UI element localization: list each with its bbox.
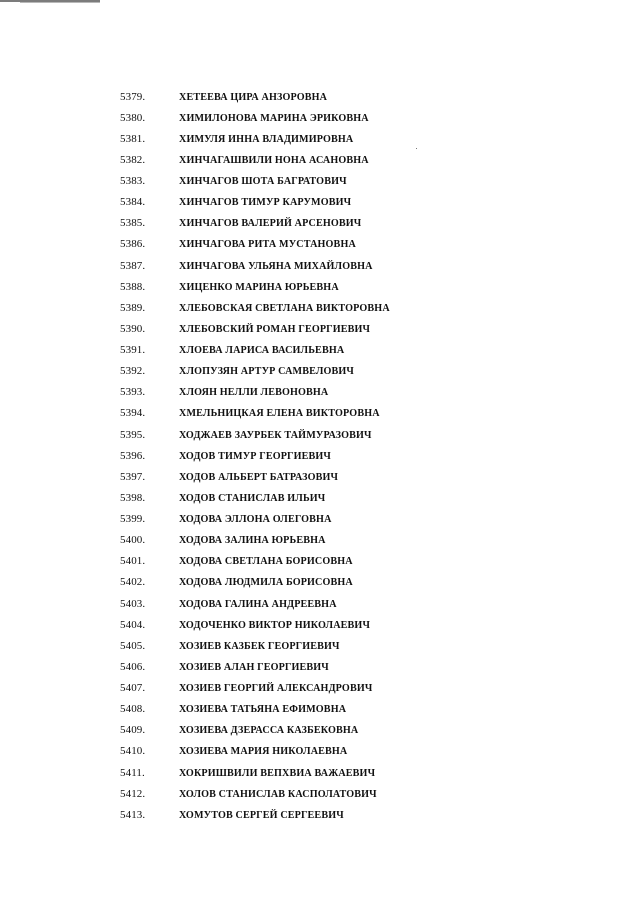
entry-number: 5389. xyxy=(120,301,146,314)
entry-number: 5400. xyxy=(120,534,146,547)
entry-name: ХЛЕБОВСКАЯ СВЕТЛАНА ВИКТОРОВНА xyxy=(179,301,390,314)
list-item xyxy=(120,361,580,382)
list-item xyxy=(120,804,580,825)
list-item xyxy=(120,340,580,361)
entry-name: ХОЗИЕВА ДЗЕРАССА КАЗБЕКОВНА xyxy=(179,724,359,737)
entry-number: 5404. xyxy=(120,618,146,631)
list-item xyxy=(120,213,580,234)
entry-name: ХОДОВ СТАНИСЛАВ ИЛЬИЧ xyxy=(179,491,326,504)
entry-name: ХИНЧАГОВ ТИМУР КАРУМОВИЧ xyxy=(179,196,352,209)
entry-number: 5396. xyxy=(120,449,146,462)
list-item xyxy=(120,614,580,635)
entry-number: 5381. xyxy=(120,132,146,145)
list-item xyxy=(120,192,580,213)
entry-name: ХОЗИЕВ КАЗБЕК ГЕОРГИЕВИЧ xyxy=(179,639,340,652)
list-item xyxy=(120,445,580,466)
list-item xyxy=(120,255,580,276)
entry-name: ХЛЕБОВСКИЙ РОМАН ГЕОРГИЕВИЧ xyxy=(179,322,371,335)
list-item xyxy=(120,171,580,192)
list-item xyxy=(120,149,580,170)
entry-number: 5382. xyxy=(120,153,146,166)
list-item xyxy=(120,509,580,530)
name-list xyxy=(120,86,580,825)
list-item xyxy=(120,656,580,677)
entry-name: ХОДОВА ЗАЛИНА ЮРЬЕВНА xyxy=(179,534,326,547)
entry-name: ХЛОПУЗЯН АРТУР САМВЕЛОВИЧ xyxy=(179,365,355,378)
list-item xyxy=(120,276,580,297)
list-item xyxy=(120,107,580,128)
list-item xyxy=(120,86,580,107)
entry-name: ХИМУЛЯ ИННА ВЛАДИМИРОВНА xyxy=(179,132,354,145)
entry-name: ХОДОВ ТИМУР ГЕОРГИЕВИЧ xyxy=(179,449,331,462)
list-item xyxy=(120,551,580,572)
entry-number: 5393. xyxy=(120,386,146,399)
entry-number: 5401. xyxy=(120,555,146,568)
entry-name: ХЕТЕЕВА ЦИРА АНЗОРОВНА xyxy=(179,90,328,103)
entry-name: ХЛОЯН НЕЛЛИ ЛЕВОНОВНА xyxy=(179,386,329,399)
entry-name: ХОДОВА ГАЛИНА АНДРЕЕВНА xyxy=(179,597,337,610)
entry-number: 5395. xyxy=(120,428,146,441)
list-item xyxy=(120,318,580,339)
entry-name: ХИНЧАГОВ ШОТА БАГРАТОВИЧ xyxy=(179,175,347,188)
list-item xyxy=(120,234,580,255)
entry-number: 5407. xyxy=(120,682,146,695)
list-item xyxy=(120,635,580,656)
entry-number: 5383. xyxy=(120,175,146,188)
list-item xyxy=(120,424,580,445)
entry-name: ХИНЧАГОВА РИТА МУСТАНОВНА xyxy=(179,238,356,251)
entry-number: 5402. xyxy=(120,576,146,589)
entry-name: ХИЦЕНКО МАРИНА ЮРЬЕВНА xyxy=(179,280,339,293)
entry-number: 5398. xyxy=(120,491,146,504)
entry-number: 5385. xyxy=(120,217,146,230)
entry-name: ХОДОЧЕНКО ВИКТОР НИКОЛАЕВИЧ xyxy=(179,618,371,631)
entry-name: ХИНЧАГАШВИЛИ НОНА АСАНОВНА xyxy=(179,153,369,166)
entry-name: ХМЕЛЬНИЦКАЯ ЕЛЕНА ВИКТОРОВНА xyxy=(179,407,380,420)
entry-number: 5380. xyxy=(120,111,146,124)
entry-number: 5403. xyxy=(120,597,146,610)
entry-number: 5411. xyxy=(120,766,145,779)
list-item xyxy=(120,382,580,403)
entry-number: 5386. xyxy=(120,238,146,251)
list-item xyxy=(120,678,580,699)
entry-number: 5413. xyxy=(120,808,146,821)
entry-number: 5410. xyxy=(120,745,146,758)
entry-name: ХИМИЛОНОВА МАРИНА ЭРИКОВНА xyxy=(179,111,369,124)
list-item xyxy=(120,741,580,762)
list-item xyxy=(120,593,580,614)
entry-number: 5392. xyxy=(120,365,146,378)
list-item xyxy=(120,466,580,487)
list-item xyxy=(120,762,580,783)
entry-name: ХОДОВА ЭЛЛОНА ОЛЕГОВНА xyxy=(179,513,332,526)
entry-name: ХОДОВА СВЕТЛАНА БОРИСОВНА xyxy=(179,555,353,568)
list-item xyxy=(120,403,580,424)
list-item xyxy=(120,720,580,741)
entry-number: 5409. xyxy=(120,724,146,737)
entry-name: ХИНЧАГОВА УЛЬЯНА МИХАЙЛОВНА xyxy=(179,259,373,272)
entry-number: 5387. xyxy=(120,259,146,272)
entry-name: ХОДОВА ЛЮДМИЛА БОРИСОВНА xyxy=(179,576,353,589)
entry-number: 5384. xyxy=(120,196,146,209)
entry-name: ХОЗИЕВА ТАТЬЯНА ЕФИМОВНА xyxy=(179,703,347,716)
entry-name: ХОЗИЕВА МАРИЯ НИКОЛАЕВНА xyxy=(179,745,348,758)
list-item xyxy=(120,572,580,593)
entry-name: ХОЗИЕВ ГЕОРГИЙ АЛЕКСАНДРОВИЧ xyxy=(179,682,373,695)
entry-number: 5388. xyxy=(120,280,146,293)
entry-name: ХОКРИШВИЛИ ВЕПХВИА ВАЖАЕВИЧ xyxy=(179,766,376,779)
entry-number: 5412. xyxy=(120,787,146,800)
entry-number: 5397. xyxy=(120,470,146,483)
list-item xyxy=(120,783,580,804)
scan-artifact-line xyxy=(0,0,100,6)
entry-number: 5399. xyxy=(120,513,146,526)
scan-artifact-line xyxy=(20,2,100,3)
entry-number: 5408. xyxy=(120,703,146,716)
entry-number: 5405. xyxy=(120,639,146,652)
entry-name: ХОДОВ АЛЬБЕРТ БАТРАЗОВИЧ xyxy=(179,470,339,483)
entry-name: ХОДЖАЕВ ЗАУРБЕК ТАЙМУРАЗОВИЧ xyxy=(179,428,372,441)
entry-name: ХИНЧАГОВ ВАЛЕРИЙ АРСЕНОВИЧ xyxy=(179,217,362,230)
entry-number: 5379. xyxy=(120,90,146,103)
list-item xyxy=(120,297,580,318)
entry-name: ХЛОЕВА ЛАРИСА ВАСИЛЬЕВНА xyxy=(179,344,345,357)
list-item xyxy=(120,530,580,551)
entry-number: 5394. xyxy=(120,407,146,420)
entry-name: ХОЗИЕВ АЛАН ГЕОРГИЕВИЧ xyxy=(179,660,329,673)
list-item xyxy=(120,128,580,149)
list-item xyxy=(120,487,580,508)
entry-number: 5406. xyxy=(120,660,146,673)
entry-name: ХОМУТОВ СЕРГЕЙ СЕРГЕЕВИЧ xyxy=(179,808,344,821)
entry-name: ХОЛОВ СТАНИСЛАВ КАСПОЛАТОВИЧ xyxy=(179,787,377,800)
entry-number: 5391. xyxy=(120,344,146,357)
entry-number: 5390. xyxy=(120,322,146,335)
list-item xyxy=(120,699,580,720)
